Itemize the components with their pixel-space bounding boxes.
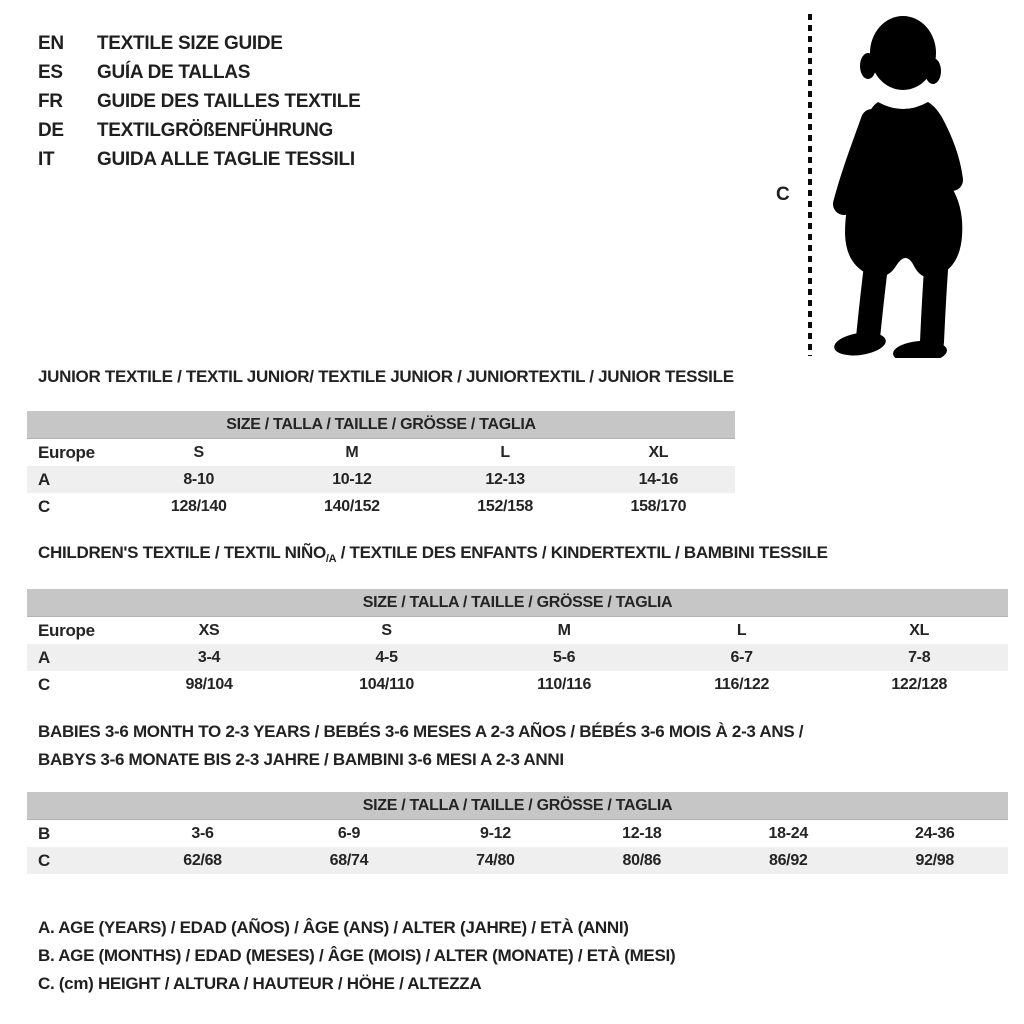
cell-value: 104/110 (359, 675, 414, 693)
cell-value: 5-6 (475, 644, 653, 671)
language-code: EN (38, 32, 64, 54)
language-code: ES (38, 61, 63, 83)
babies-section-heading (38, 718, 803, 774)
cell-value: 10-12 (275, 466, 428, 493)
language-row-es (38, 58, 360, 87)
size-band-label: SIZE / TALLA / TAILLE / GRÖSSE / TAGLIA (27, 792, 1008, 820)
size-band-row (27, 792, 1008, 820)
language-row-fr (38, 87, 360, 116)
table-row-age (27, 466, 735, 493)
cell-value: 18-24 (768, 824, 808, 842)
size-band-row (27, 411, 735, 439)
guide-title: GUÍA DE TALLAS (97, 61, 251, 83)
heading-text: / TEXTILE DES ENFANTS / KINDERTEXTIL / BAMBINI TESSILE (336, 543, 828, 562)
language-row-de (38, 116, 360, 145)
cell-value: 98/104 (185, 675, 233, 693)
cell-value: 12-13 (429, 466, 582, 493)
children-section-heading (38, 543, 828, 565)
children-size-table (27, 589, 1008, 698)
height-measure-dotted-line (808, 14, 812, 356)
region-label: Europe (38, 442, 95, 462)
junior-section-heading: JUNIOR TEXTILE / TEXTIL JUNIOR/ TEXTILE JUNIOR / JUNIORTEXTIL / JUNIOR TESSILE (38, 367, 734, 386)
cell-value: 3-4 (120, 644, 298, 671)
legend-line-b: B. AGE (MONTHS) / EDAD (MESES) / ÂGE (MOIS) / ALTER (MONATE) / ETÀ (MESI) (38, 946, 676, 965)
babies-heading-line1: BABIES 3-6 MONTH TO 2-3 YEARS / BEBÉS 3-6 MESES A 2-3 AÑOS / BÉBÉS 3-6 MOIS À 2-3 ANS / (38, 722, 804, 741)
region-label: Europe (38, 620, 95, 640)
row-label: A (27, 466, 122, 493)
size-col-header: L (500, 443, 510, 461)
size-band-row (27, 589, 1008, 617)
cell-value: 128/140 (170, 497, 227, 515)
cell-value: 3-6 (191, 824, 214, 842)
size-col-header: L (736, 621, 747, 639)
size-col-header: XL (909, 621, 930, 639)
cell-value: 140/152 (324, 497, 380, 515)
size-col-header: S (193, 443, 204, 461)
guide-title: TEXTILE SIZE GUIDE (97, 32, 283, 54)
cell-value: 9-12 (479, 824, 511, 842)
size-band-label: SIZE / TALLA / TAILLE / GRÖSSE / TAGLIA (27, 589, 1008, 617)
legend-line-c: C. (cm) HEIGHT / ALTURA / HAUTEUR / HÖHE / ALTEZZA (38, 974, 482, 993)
cell-value: 158/170 (630, 497, 687, 515)
size-col-header: M (557, 621, 571, 639)
cell-value: 92/98 (861, 847, 1008, 874)
heading-subscript: /A (325, 553, 337, 565)
cell-value: 110/116 (537, 675, 592, 693)
size-header-row (27, 617, 1008, 645)
cell-value: 74/80 (422, 847, 568, 874)
cell-value: 68/74 (276, 847, 422, 874)
table-row-height (27, 847, 1008, 874)
row-label: C (27, 847, 129, 874)
junior-size-table (27, 411, 735, 520)
row-label: B (38, 823, 50, 843)
row-label: A (27, 644, 120, 671)
babies-size-table (27, 792, 1008, 874)
legend-line-a: A. AGE (YEARS) / EDAD (AÑOS) / ÂGE (ANS) / ALTER (JAHRE) / ETÀ (ANNI) (38, 918, 629, 937)
row-label: C (38, 674, 50, 694)
language-code: IT (38, 148, 55, 170)
cell-value: 8-10 (122, 466, 275, 493)
table-row-age-months (27, 820, 1008, 848)
cell-value: 62/68 (129, 847, 275, 874)
size-col-header: S (381, 621, 392, 639)
cell-value: 7-8 (830, 644, 1008, 671)
heading-text: CHILDREN'S TEXTILE / TEXTIL NIÑO (38, 543, 326, 562)
cell-value: 14-16 (582, 466, 735, 493)
table-row-height (27, 671, 1008, 698)
cell-value: 86/92 (715, 847, 861, 874)
guide-title: TEXTILGRÖßENFÜHRUNG (97, 119, 334, 141)
cell-value: 80/86 (569, 847, 715, 874)
size-col-header: XL (648, 443, 669, 461)
language-code: FR (38, 90, 63, 112)
size-col-header: XS (198, 621, 220, 639)
cell-value: 116/122 (714, 675, 770, 693)
size-band-label: SIZE / TALLA / TAILLE / GRÖSSE / TAGLIA (27, 411, 735, 439)
cell-value: 24-36 (915, 824, 955, 842)
measurement-legend (38, 914, 675, 998)
cell-value: 152/158 (477, 497, 533, 515)
language-title-list (38, 29, 360, 174)
table-row-age (27, 644, 1008, 671)
guide-title: GUIDE DES TAILLES TEXTILE (97, 90, 361, 112)
row-label: C (38, 496, 50, 516)
toddler-silhouette-icon (820, 8, 982, 358)
size-header-row (27, 439, 735, 467)
table-row-height (27, 493, 735, 520)
language-row-en (38, 29, 360, 58)
cell-value: 4-5 (298, 644, 476, 671)
size-col-header: M (345, 443, 359, 461)
guide-title: GUIDA ALLE TAGLIE TESSILI (97, 148, 355, 170)
cell-value: 6-9 (337, 824, 361, 842)
cell-value: 122/128 (891, 675, 948, 693)
height-measure-label: C (776, 184, 790, 205)
cell-value: 6-7 (653, 644, 831, 671)
language-row-it (38, 145, 360, 174)
babies-heading-line2: BABYS 3-6 MONATE BIS 2-3 JAHRE / BAMBINI 3-6 MESI A 2-3 ANNI (38, 750, 564, 769)
language-code: DE (38, 119, 64, 141)
cell-value: 12-18 (622, 824, 662, 842)
